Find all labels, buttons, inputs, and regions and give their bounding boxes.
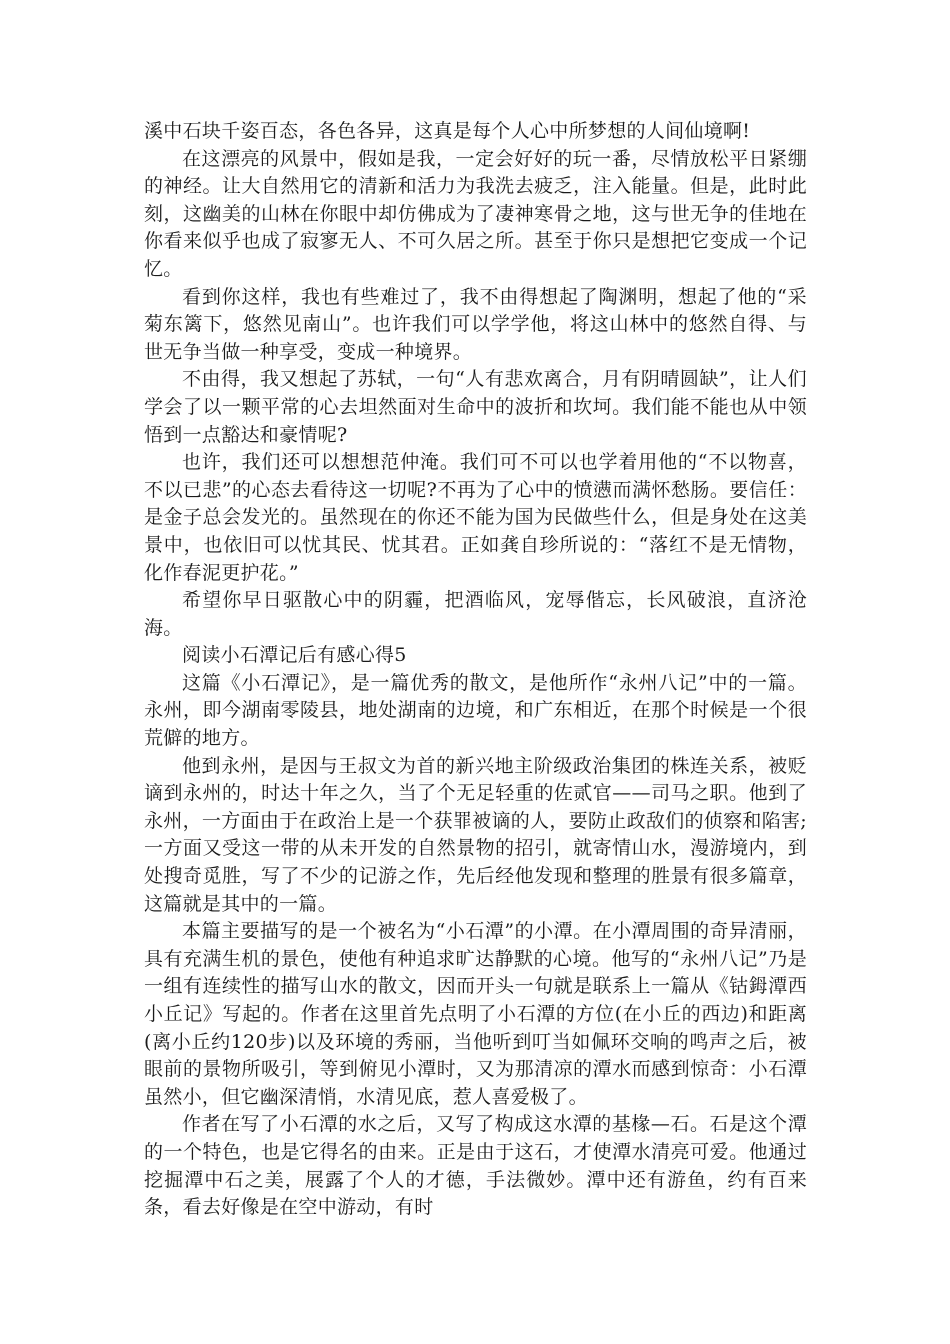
- paragraph: 也许，我们还可以想想范仲淹。我们可不可以也学着用他的“不以物喜，不以已悲”的心态去看待这一切呢?不再为了心中的愤懑而满怀愁肠。要信任：是金子总会发光的。虽然现在的你还不能为国为民做些什么，但是身处在这美景中，也依旧可以忧其民、忧其君。正如龚自珍所说的：“落红不是无情物，化作春泥更护花。”: [144, 451, 807, 584]
- paragraph: 作者在写了小石潭的水之后，又写了构成这水潭的基椽—石。石是这个潭的一个特色，也是它得名的由来。正是由于这石，才使潭水清亮可爱。他通过挖掘潭中石之美，展露了个人的才德，手法微妙。潭中还有游鱼，约有百来条，看去好像是在空中游动，有时: [144, 1113, 807, 1219]
- paragraph: 希望你早日驱散心中的阴霾，把酒临风，宠辱偕忘，长风破浪，直济沧海。: [144, 589, 807, 639]
- paragraph: 这篇《小石潭记》，是一篇优秀的散文，是他所作“永州八记”中的一篇。永州，即今湖南零陵县，地处湖南的边境，和广东相近，在那个时候是一个很荒僻的地方。: [144, 671, 807, 750]
- paragraph: 看到你这样，我也有些难过了，我不由得想起了陶渊明，想起了他的“采菊东篱下，悠然见南山”。也许我们可以学学他，将这山林中的悠然自得、与世无争当做一种享受，变成一种境界。: [144, 285, 807, 363]
- document-page: [144, 118, 807, 1222]
- paragraph: 本篇主要描写的是一个被名为“小石潭”的小潭。在小潭周围的奇异清丽，具有充满生机的景色，使他有种追求旷达静默的心境。他写的“永州八记”乃是一组有连续性的描写山水的散文，因而开头一句就是联系上一篇从《钴鉧潭西小丘记》写起的。作者在这里首先点明了小石潭的方位(在小丘的西边)和距离(离小丘约120步)以及环境的秀丽，当他听到叮当如佩环交响的鸣声之后，被眼前的景物所吸引，等到俯见小潭时，又为那清凉的潭水而感到惊奇：小石潭虽然小，但它幽深清悄，水清见底，惹人喜爱极了。: [144, 920, 807, 1108]
- paragraph: 不由得，我又想起了苏轼，一句“人有悲欢离合，月有阴晴圆缺”，让人们学会了以一颗平常的心去坦然面对生命中的波折和坎坷。我们能不能也从中领悟到一点豁达和豪情呢?: [144, 368, 807, 446]
- section-heading: 阅读小石潭记后有感心得5: [182, 644, 407, 667]
- paragraph: 他到永州，是因与王叔文为首的新兴地主阶级政治集团的株连关系，被贬谪到永州的，时达十年之久，当了个无足轻重的佐贰官——司马之职。他到了永州，一方面由于在政治上是一个获罪被谪的人，要防止政敌们的侦察和陷害;一方面又受这一带的从未开发的自然景物的招引，就寄情山水，漫游境内，到处搜奇觅胜，写了不少的记游之作，先后经他发现和整理的胜景有很多篇章，这篇就是其中的一篇。: [144, 754, 807, 915]
- paragraph: 在这漂亮的风景中，假如是我，一定会好好的玩一番，尽情放松平日紧绷的神经。让大自然用它的清新和活力为我洗去疲乏，注入能量。但是，此时此刻，这幽美的山林在你眼中却仿佛成为了凄神寒骨之地，这与世无争的佳地在你看来似乎也成了寂寥无人、不可久居之所。甚至于你只是想把它变成一个记忆。: [144, 147, 807, 280]
- paragraph-continuation: 溪中石块千姿百态，各色各异，这真是每个人心中所梦想的人间仙境啊!: [144, 120, 751, 142]
